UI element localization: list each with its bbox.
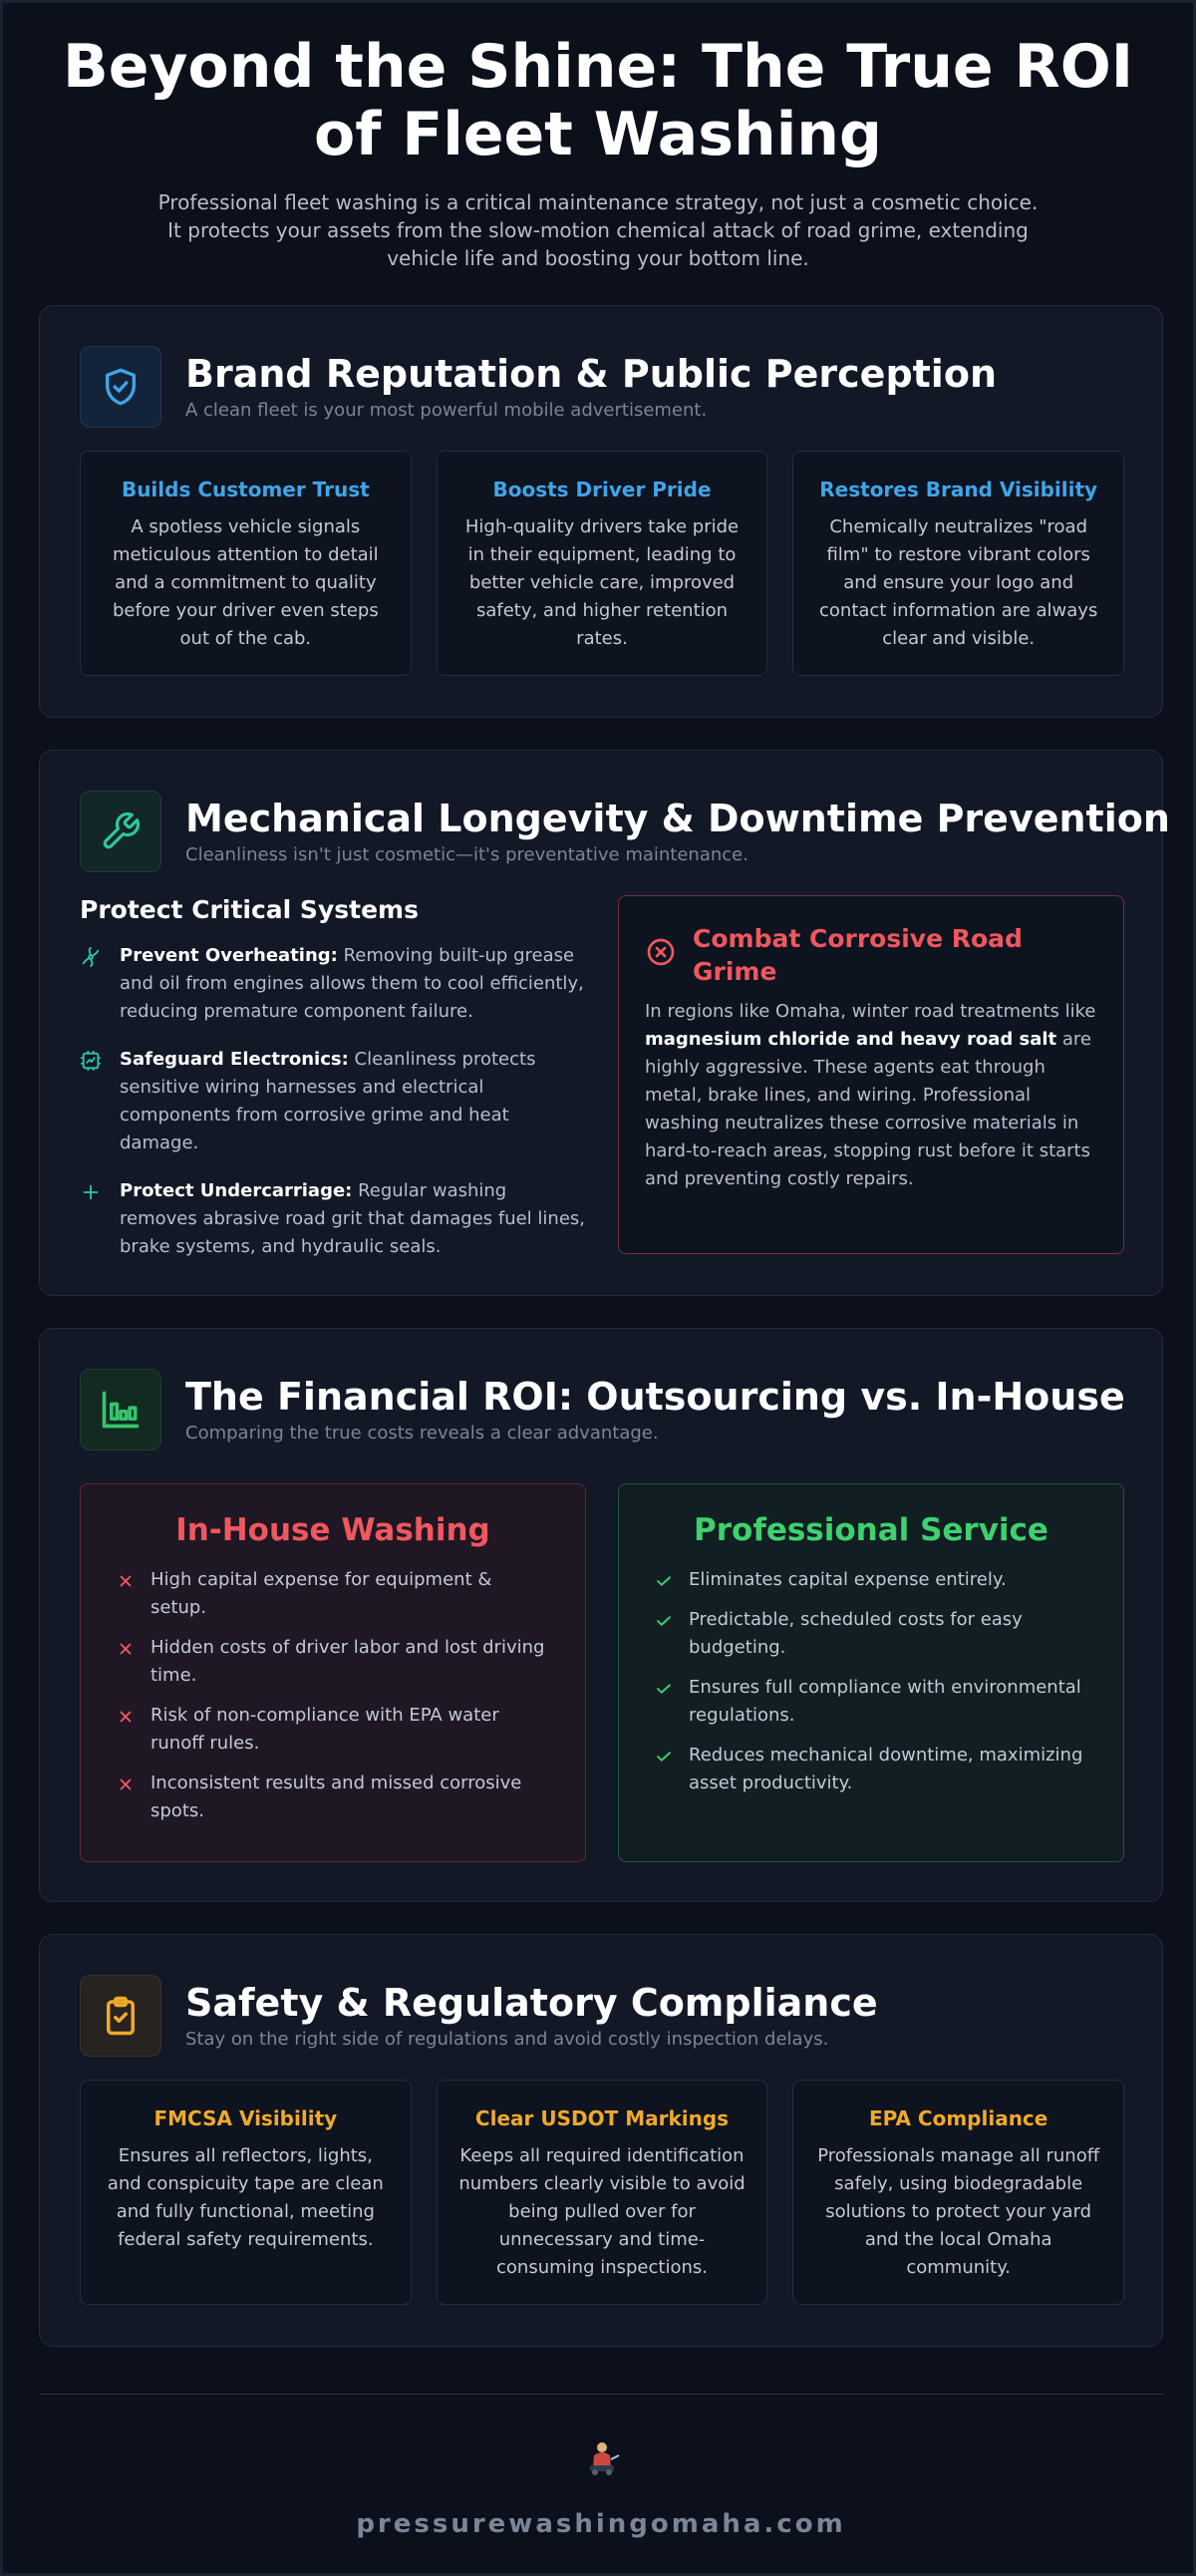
website-link[interactable]: pressurewashingomaha.com xyxy=(356,2509,846,2539)
list-item xyxy=(655,1566,1087,1594)
list-item xyxy=(117,1634,549,1690)
list-item xyxy=(655,1606,1087,1662)
check-icon xyxy=(655,1748,673,1766)
brand-section-title: Brand Reputation & Public Perception xyxy=(185,352,997,396)
safety-cards xyxy=(80,2080,1124,2305)
check-icon xyxy=(655,1680,673,1698)
mechanical-section-title: Mechanical Longevity & Downtime Prevention xyxy=(185,797,1170,840)
professional-list xyxy=(655,1566,1087,1797)
x-icon xyxy=(117,1708,135,1726)
card-title: Boosts Driver Pride xyxy=(492,478,712,501)
company-logo xyxy=(581,2437,623,2479)
item-text: Removing built-up grease and oil from engines allows them to cool efficiently, reducing premature component failure. xyxy=(120,945,584,1022)
brand-card-driver-pride xyxy=(437,451,768,676)
list-item xyxy=(655,1674,1087,1730)
grime-text xyxy=(645,998,1097,1193)
safety-card-fmcsa xyxy=(80,2080,412,2305)
card-text: Keeps all required identification numbers clearly visible to avoid being pulled over for unnecessary and time-consuming inspections. xyxy=(458,2145,746,2278)
card-title: Builds Customer Trust xyxy=(121,478,370,501)
safety-card-usdot xyxy=(437,2080,768,2305)
item-text: Hidden costs of driver labor and lost driving time. xyxy=(150,1637,545,1686)
card-text: A spotless vehicle signals meticulous attention to detail and a commitment to quality before your driver even steps out of the cab. xyxy=(112,516,379,649)
card-title: Clear USDOT Markings xyxy=(474,2106,730,2130)
wrench-icon xyxy=(80,791,161,872)
x-icon xyxy=(117,1640,135,1658)
brand-section xyxy=(39,305,1163,718)
inhouse-title: In-House Washing xyxy=(175,1512,490,1548)
card-text: Ensures all reflectors, lights, and conspicuity tape are clean and fully functional, meeting federal safety requirements. xyxy=(107,2145,384,2250)
financial-section xyxy=(39,1328,1163,1902)
corrosive-grime-callout xyxy=(618,895,1124,1254)
list-item-overheating xyxy=(80,942,588,1026)
hero-header xyxy=(3,3,1193,272)
fan-icon xyxy=(80,946,102,968)
chip-icon xyxy=(80,1050,102,1072)
x-icon xyxy=(117,1775,135,1793)
protect-systems-heading: Protect Critical Systems xyxy=(80,895,419,924)
card-title: EPA Compliance xyxy=(868,2106,1048,2130)
inhouse-column xyxy=(80,1483,586,1862)
inhouse-list xyxy=(117,1566,549,1825)
card-title: FMCSA Visibility xyxy=(153,2106,338,2130)
financial-section-title: The Financial ROI: Outsourcing vs. In-House xyxy=(185,1375,1125,1419)
x-icon xyxy=(117,1572,135,1590)
professional-title: Professional Service xyxy=(694,1512,1048,1548)
bar-chart-icon xyxy=(80,1369,161,1450)
list-item xyxy=(117,1702,549,1758)
check-icon xyxy=(655,1612,673,1630)
item-text: Reduces mechanical downtime, maximizing asset productivity. xyxy=(689,1745,1083,1793)
x-circle-icon xyxy=(645,936,677,968)
clipboard-check-icon xyxy=(80,1975,161,2057)
safety-section-subtitle: Stay on the right side of regulations and avoid costly inspection delays. xyxy=(185,2029,829,2050)
grime-text-start: In regions like Omaha, winter road treatments like xyxy=(645,1001,1096,1022)
brand-card-customer-trust xyxy=(80,451,412,676)
item-text: High capital expense for equipment & setup. xyxy=(150,1569,492,1618)
item-bold-label: Protect Undercarriage: xyxy=(120,1180,353,1201)
financial-section-subtitle: Comparing the true costs reveals a clear advantage. xyxy=(185,1423,659,1444)
mechanical-section xyxy=(39,750,1170,1296)
card-text: Chemically neutralizes "road film" to restore vibrant colors and ensure your logo and contact information are always clear and visible. xyxy=(819,516,1098,649)
grime-text-bold: magnesium chloride and heavy road salt xyxy=(645,1029,1057,1050)
item-text: Risk of non-compliance with EPA water runoff rules. xyxy=(150,1705,499,1754)
card-text: High-quality drivers take pride in their equipment, leading to better vehicle care, improved safety, and higher retention rates. xyxy=(464,516,740,649)
brand-cards xyxy=(80,451,1124,676)
grime-header xyxy=(645,922,1097,988)
grime-text-end: are highly aggressive. These agents eat through metal, brake lines, and wiring. Professional washing neutralizes these corrosive materials in hard-to-reach areas, stopping rust before it starts and preventing costly repairs. xyxy=(645,1029,1091,1189)
card-title: Restores Brand Visibility xyxy=(819,478,1098,501)
item-text: Eliminates capital expense entirely. xyxy=(689,1569,1007,1590)
safety-section-title: Safety & Regulatory Compliance xyxy=(185,1981,878,2025)
brand-card-visibility xyxy=(792,451,1124,676)
item-bold-label: Safeguard Electronics: xyxy=(120,1049,349,1070)
page-subtitle: Professional fleet washing is a critical maintenance strategy, not just a cosmetic choice. It protects your assets from the slow-motion chemical attack of road grime, extending vehicle life and boosting your bottom line. xyxy=(157,190,1039,270)
list-item xyxy=(117,1566,549,1622)
item-text: Regular washing removes abrasive road grit that damages fuel lines, brake systems, and hydraulic seals. xyxy=(120,1180,585,1257)
footer-divider xyxy=(39,2394,1163,2395)
brand-section-subtitle: A clean fleet is your most powerful mobile advertisement. xyxy=(185,400,708,421)
safety-card-epa xyxy=(792,2080,1124,2305)
page-title: Beyond the Shine: The True ROI of Fleet Washing xyxy=(62,32,1134,169)
item-text: Ensures full compliance with environmental regulations. xyxy=(689,1677,1081,1726)
card-text: Professionals manage all runoff safely, using biodegradable solutions to protect your yard and the local Omaha community. xyxy=(817,2145,1100,2278)
plus-icon xyxy=(80,1181,102,1203)
item-bold-label: Prevent Overheating: xyxy=(120,945,338,966)
list-item xyxy=(655,1742,1087,1797)
item-text: Predictable, scheduled costs for easy budgeting. xyxy=(689,1609,1023,1658)
professional-column xyxy=(618,1483,1124,1862)
protect-systems-list xyxy=(80,895,588,1281)
list-item-undercarriage xyxy=(80,1177,588,1261)
grime-title: Combat Corrosive Road Grime xyxy=(693,924,1023,986)
list-item xyxy=(117,1770,549,1825)
list-item-electronics xyxy=(80,1046,588,1157)
mechanical-section-subtitle: Cleanliness isn't just cosmetic—it's preventative maintenance. xyxy=(185,844,748,865)
safety-section xyxy=(39,1934,1163,2347)
shield-check-icon xyxy=(80,346,161,428)
check-icon xyxy=(655,1572,673,1590)
item-text: Inconsistent results and missed corrosive spots. xyxy=(150,1772,522,1821)
item-text: Cleanliness protects sensitive wiring harnesses and electrical components from corrosive grime and heat damage. xyxy=(120,1049,536,1153)
